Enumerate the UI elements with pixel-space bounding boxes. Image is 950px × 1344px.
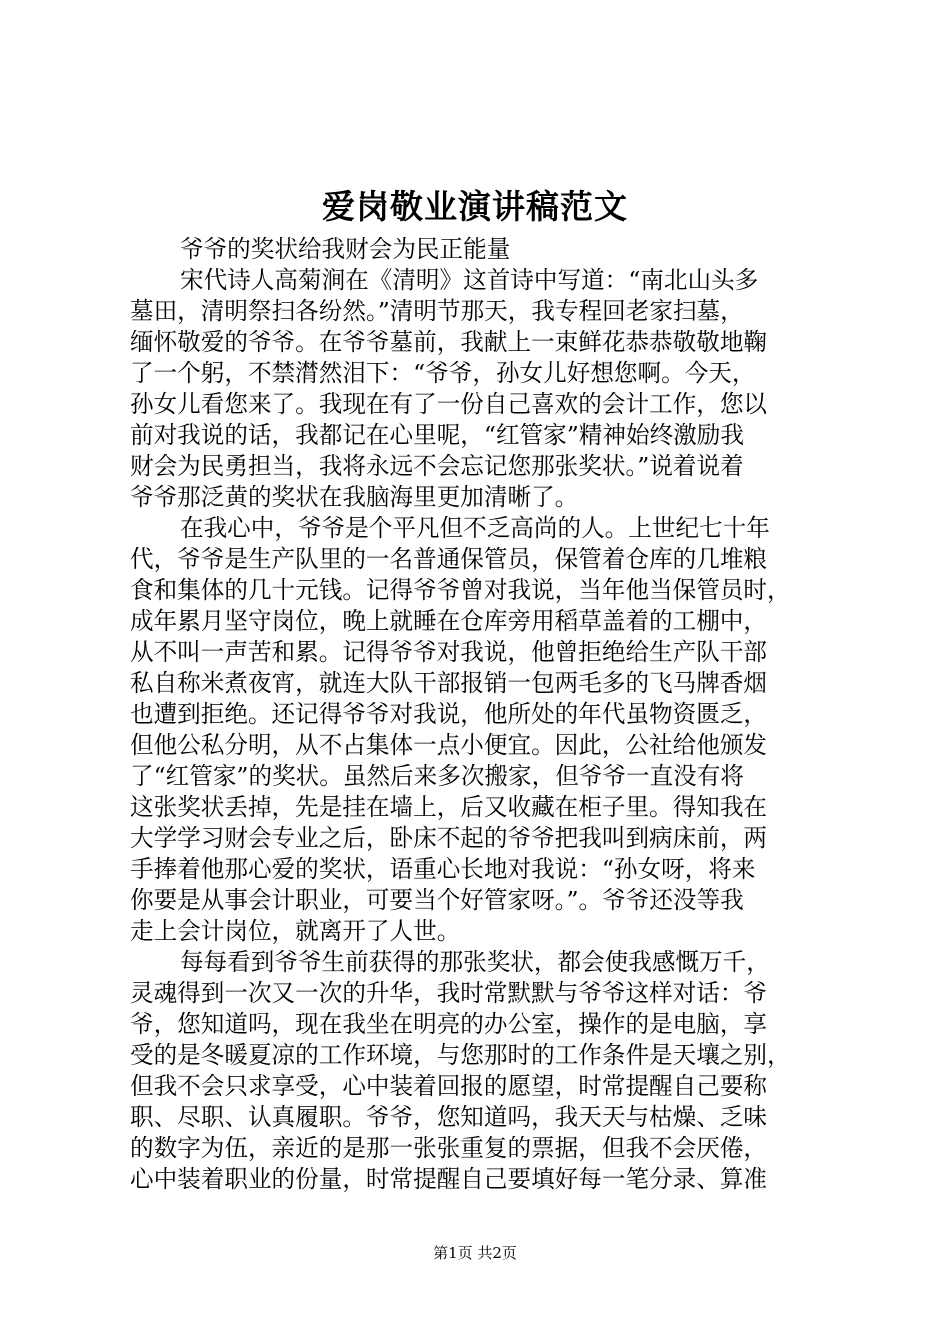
text-line: 也遭到拒绝。还记得爷爷对我说，他所处的年代虽物资匮乏，: [130, 700, 768, 728]
document-body: [130, 234, 840, 1195]
text-line: 大学学习财会专业之后，卧床不起的爷爷把我叫到病床前，两: [130, 824, 768, 852]
text-line: 私自称米煮夜宵，就连大队干部报销一包两毛多的飞马牌香烟: [130, 669, 768, 697]
text-line: 缅怀敬爱的爷爷。在爷爷墓前，我献上一束鲜花恭恭敬敬地鞠: [130, 328, 768, 356]
text-line: 每每看到爷爷生前获得的那张奖状，都会使我感慨万千，: [180, 948, 770, 976]
text-line: 成年累月坚守岗位，晚上就睡在仓库旁用稻草盖着的工棚中，: [130, 607, 768, 635]
text-line: 心中装着职业的份量，时常提醒自己要填好每一笔分录、算准: [130, 1165, 768, 1193]
text-line: 你要是从事会计职业，可要当个好管家呀。”。爷爷还没等我: [130, 886, 744, 914]
text-line: 手捧着他那心爱的奖状，语重心长地对我说：“孙女呀，将来: [130, 855, 756, 883]
text-line: 受的是冬暖夏凉的工作环境，与您那时的工作条件是天壤之别，: [130, 1041, 791, 1069]
text-line: 宋代诗人高菊涧在《清明》这首诗中写道：“南北山头多: [180, 266, 759, 294]
text-line: 职、尽职、认真履职。爷爷，您知道吗，我天天与枯燥、乏味: [130, 1103, 768, 1131]
text-line: 财会为民勇担当，我将永远不会忘记您那张奖状。”说着说着: [130, 452, 744, 480]
text-line: 这张奖状丢掉，先是挂在墙上，后又收藏在柜子里。得知我在: [130, 793, 768, 821]
text-line: 走上会计岗位，就离开了人世。: [130, 917, 461, 945]
text-line: 灵魂得到一次又一次的升华，我时常默默与爷爷这样对话：爷: [130, 979, 768, 1007]
text-line: 但他公私分明，从不占集体一点小便宜。因此，公社给他颁发: [130, 731, 768, 759]
text-line: 食和集体的几十元钱。记得爷爷曾对我说，当年他当保管员时，: [130, 576, 791, 604]
text-line: 的数字为伍，亲近的是那一张张重复的票据，但我不会厌倦，: [130, 1134, 768, 1162]
text-line: 孙女儿看您来了。我现在有了一份自己喜欢的会计工作，您以: [130, 390, 768, 418]
text-line: 前对我说的话，我都记在心里呢，“红管家”精神始终激励我: [130, 421, 744, 449]
text-line: 爷，您知道吗，现在我坐在明亮的办公室，操作的是电脑，享: [130, 1010, 768, 1038]
text-line: 墓田，清明祭扫各纷然。”清明节那天，我专程回老家扫墓，: [130, 297, 744, 325]
text-line: 了一个躬，不禁潸然泪下：“爷爷，孙女儿好想您啊。今天，: [130, 359, 756, 387]
text-line: 从不叫一声苦和累。记得爷爷对我说，他曾拒绝给生产队干部: [130, 638, 768, 666]
document-title: 爱岗敬业演讲稿范文: [322, 187, 628, 226]
text-line: 代，爷爷是生产队里的一名普通保管员，保管着仓库的几堆粮: [130, 545, 768, 573]
text-line: 了“红管家”的奖状。虽然后来多次搬家，但爷爷一直没有将: [130, 762, 744, 790]
text-line: 在我心中，爷爷是个平凡但不乏高尚的人。上世纪七十年: [180, 514, 770, 542]
text-line: 但我不会只求享受，心中装着回报的愿望，时常提醒自己要称: [130, 1072, 768, 1100]
text-line: 爷爷的奖状给我财会为民正能量: [180, 235, 511, 263]
page-footer: 第1页 共2页: [433, 1244, 517, 1262]
text-line: 爷爷那泛黄的奖状在我脑海里更加清晰了。: [130, 483, 579, 511]
